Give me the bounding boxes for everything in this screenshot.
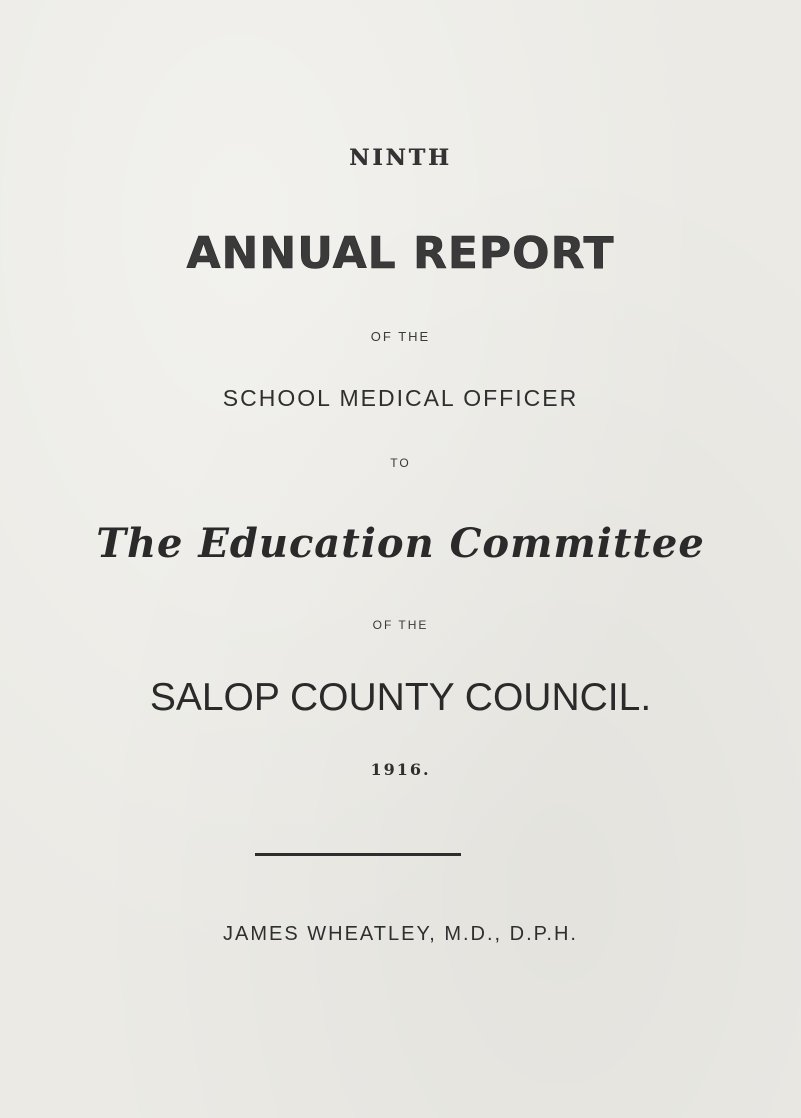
council-name: SALOP COUNTY COUNCIL.: [149, 676, 652, 719]
author-name: JAMES WHEATLEY, M.D., D.P.H.: [223, 923, 578, 945]
horizontal-rule: [255, 853, 461, 856]
of-the-label-2: OF THE: [372, 618, 429, 632]
officer-title: SCHOOL MEDICAL OFFICER: [222, 385, 579, 411]
report-ordinal: NINTH: [349, 145, 452, 171]
of-the-label: OF THE: [370, 329, 431, 344]
report-title: ANNUAL REPORT: [186, 228, 615, 279]
report-year: 1916.: [370, 760, 431, 779]
to-label: TO: [390, 456, 411, 470]
committee-title: The Education Committee: [96, 520, 705, 567]
